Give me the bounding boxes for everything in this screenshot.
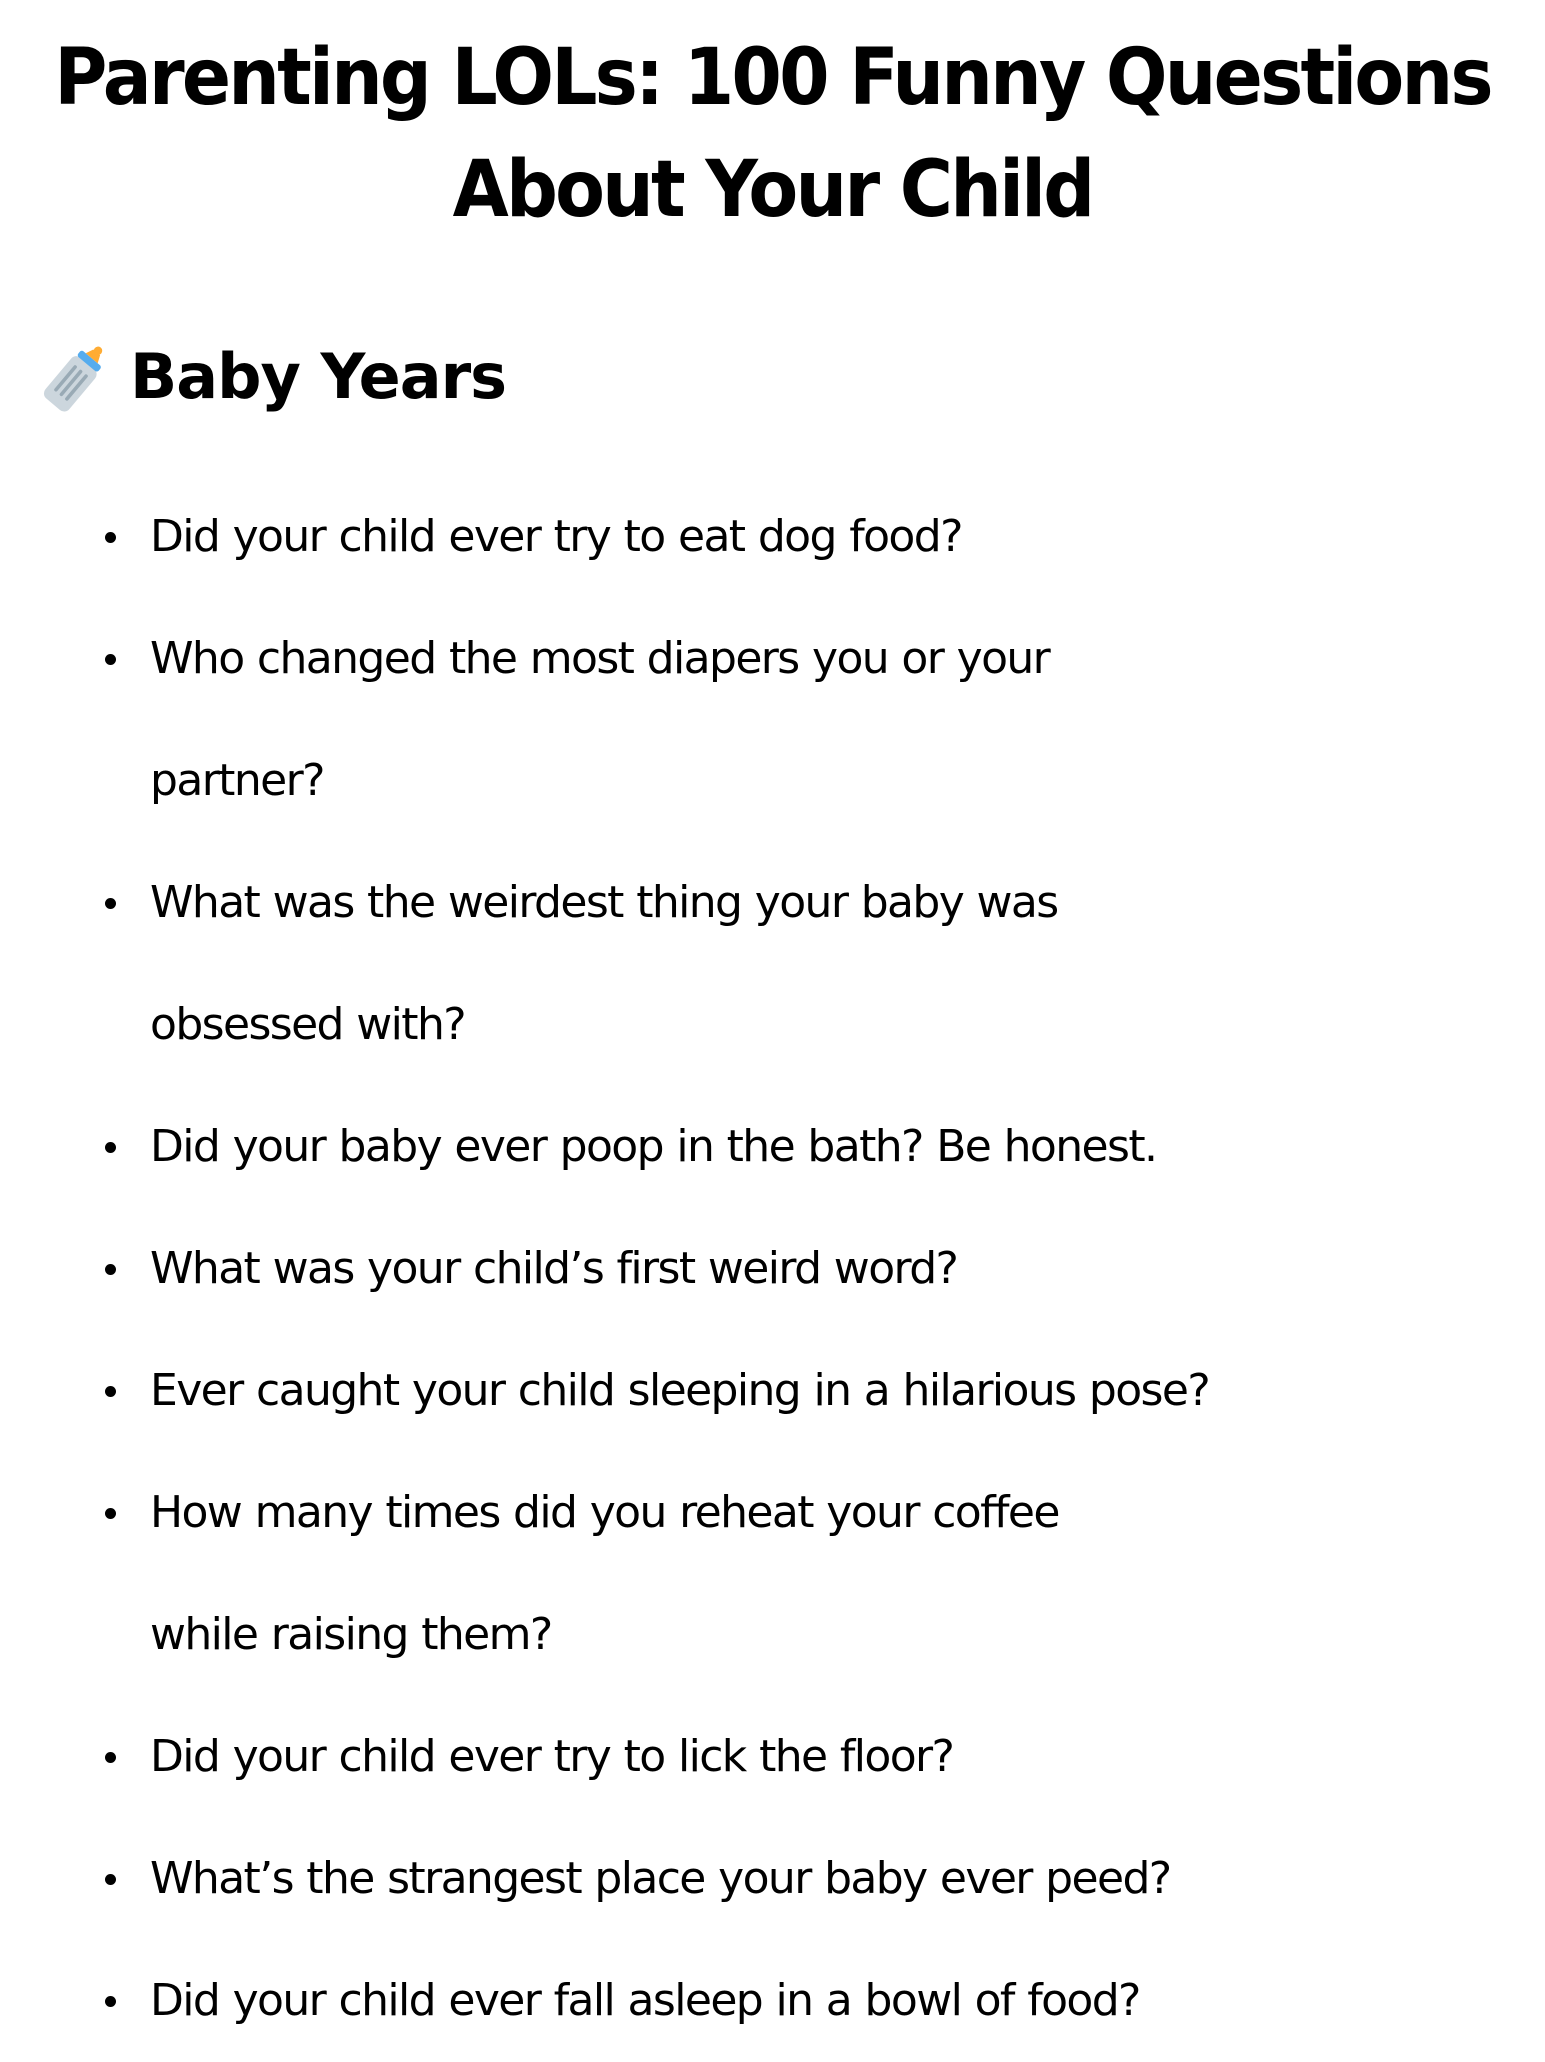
- section-heading-text: Baby Years: [130, 340, 507, 413]
- question-text: Did your baby ever poop in the bath? Be honest.: [150, 1121, 1157, 1172]
- list-item: [0, 1940, 1545, 2062]
- section-heading-baby-years: [36, 332, 506, 422]
- question-text: Did your child ever fall asleep in a bowl of food?: [150, 1975, 1140, 2026]
- list-item: [0, 1818, 1545, 1940]
- bullet-icon: [105, 1386, 116, 1397]
- question-text: Did your child ever try to eat dog food?: [150, 511, 962, 562]
- bullet-icon: [105, 898, 116, 909]
- list-item: [0, 842, 1545, 1086]
- question-list: [0, 476, 1545, 2062]
- baby-bottle-icon: [36, 337, 116, 417]
- bullet-icon: [105, 654, 116, 665]
- question-text: How many times did you reheat your coffee while raising them?: [150, 1487, 1059, 1660]
- bullet-icon: [105, 1752, 116, 1763]
- bullet-icon: [105, 1996, 116, 2007]
- list-item: [0, 1452, 1545, 1696]
- question-text: Ever caught your child sleeping in a hilarious pose?: [150, 1365, 1210, 1416]
- bullet-icon: [105, 532, 116, 543]
- list-item: [0, 598, 1545, 842]
- list-item: [0, 476, 1545, 598]
- bullet-icon: [105, 1874, 116, 1885]
- bullet-icon: [105, 1264, 116, 1275]
- page-title-line-2: About Your Child: [452, 145, 1093, 235]
- question-text: What’s the strangest place your baby ever peed?: [150, 1853, 1171, 1904]
- page-title-line-1: Parenting LOLs: 100 Funny Questions: [54, 33, 1491, 123]
- question-text: Who changed the most diapers you or your partner?: [150, 633, 1050, 806]
- question-text: Did your child ever try to lick the floor?: [150, 1731, 954, 1782]
- question-text: What was your child’s first weird word?: [150, 1243, 958, 1294]
- bullet-icon: [105, 1508, 116, 1519]
- list-item: [0, 1086, 1545, 1208]
- bullet-icon: [105, 1142, 116, 1153]
- list-item: [0, 1330, 1545, 1452]
- list-item: [0, 1208, 1545, 1330]
- question-text: What was the weirdest thing your baby was obsessed with?: [150, 877, 1058, 1050]
- list-item: [0, 1696, 1545, 1818]
- page-title: [54, 22, 1491, 246]
